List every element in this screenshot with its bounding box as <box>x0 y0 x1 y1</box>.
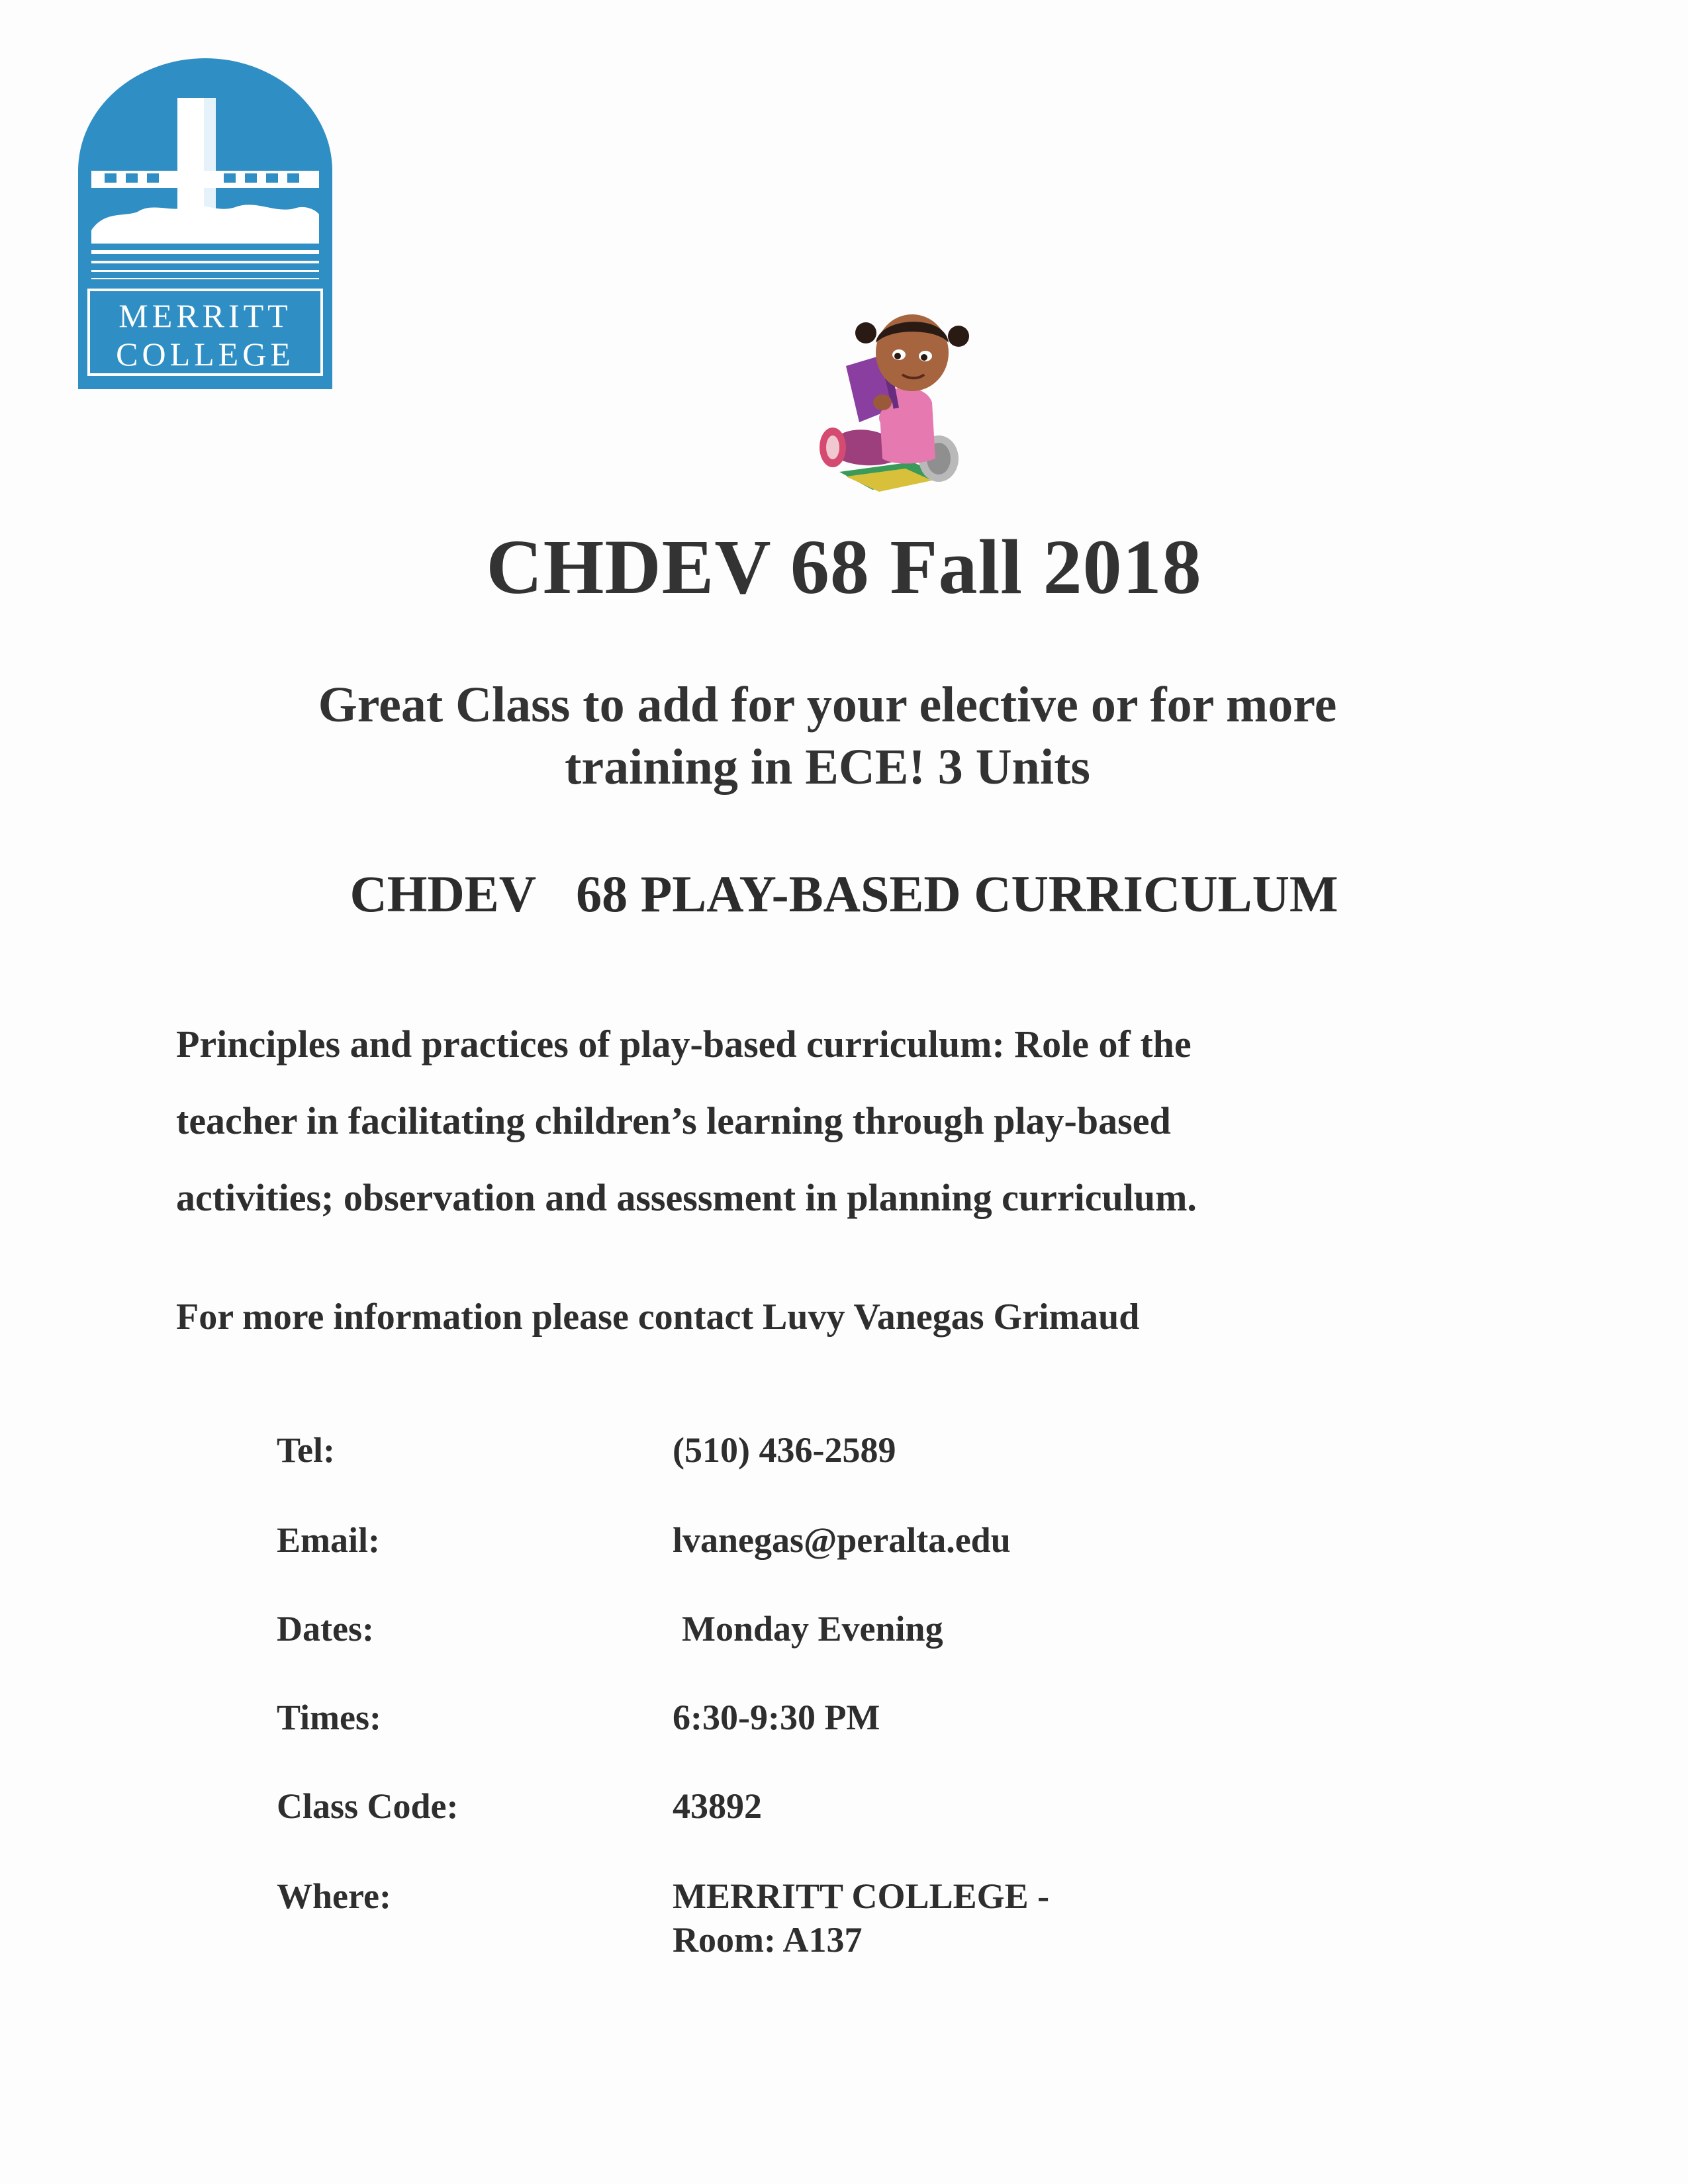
page-title: CHDEV 68 Fall 2018 <box>486 523 1202 610</box>
class-code-value: 43892 <box>673 1786 762 1826</box>
course-code: CHDEV <box>350 865 537 923</box>
contact-line: For more information please contact Luvy Vanegas Grimaud <box>176 1297 1140 1338</box>
tagline-line-1: Great Class to add for your elective or for more <box>318 677 1337 733</box>
email-label: Email: <box>277 1520 380 1560</box>
description-line-3: activities; observation and assessment in planning curriculum. <box>176 1176 1197 1219</box>
merritt-college-logo <box>78 58 332 389</box>
where-value-line-2: Room: A137 <box>673 1920 863 1960</box>
where-label: Where: <box>277 1876 391 1916</box>
email-value: lvanegas@peralta.edu <box>673 1520 1011 1560</box>
where-value <box>673 1874 1268 1962</box>
description-line-1: Principles and practices of play-based curriculum: Role of the <box>176 1023 1192 1066</box>
times-value: 6:30-9:30 PM <box>673 1698 880 1737</box>
girl-reading-illustration <box>813 303 978 502</box>
logo-text-merritt: MERRITT <box>118 297 292 334</box>
times-label: Times: <box>277 1698 381 1737</box>
dates-label: Dates: <box>277 1609 374 1649</box>
logo-text-college: COLLEGE <box>116 336 295 373</box>
tagline-line-2: training in ECE! 3 Units <box>565 739 1090 795</box>
where-value-line-1: MERRITT COLLEGE - <box>673 1876 1050 1916</box>
course-heading <box>0 863 1688 925</box>
dates-value: Monday Evening <box>682 1609 943 1649</box>
course-name: 68 PLAY-BASED CURRICULUM <box>576 865 1338 923</box>
tel-value: (510) 436-2589 <box>673 1430 896 1470</box>
tel-label: Tel: <box>277 1430 336 1470</box>
class-code-label: Class Code: <box>277 1786 459 1826</box>
tagline <box>199 674 1456 798</box>
description-line-2: teacher in facilitating children’s learning through play-based <box>176 1099 1171 1142</box>
course-description <box>176 1006 1467 1236</box>
